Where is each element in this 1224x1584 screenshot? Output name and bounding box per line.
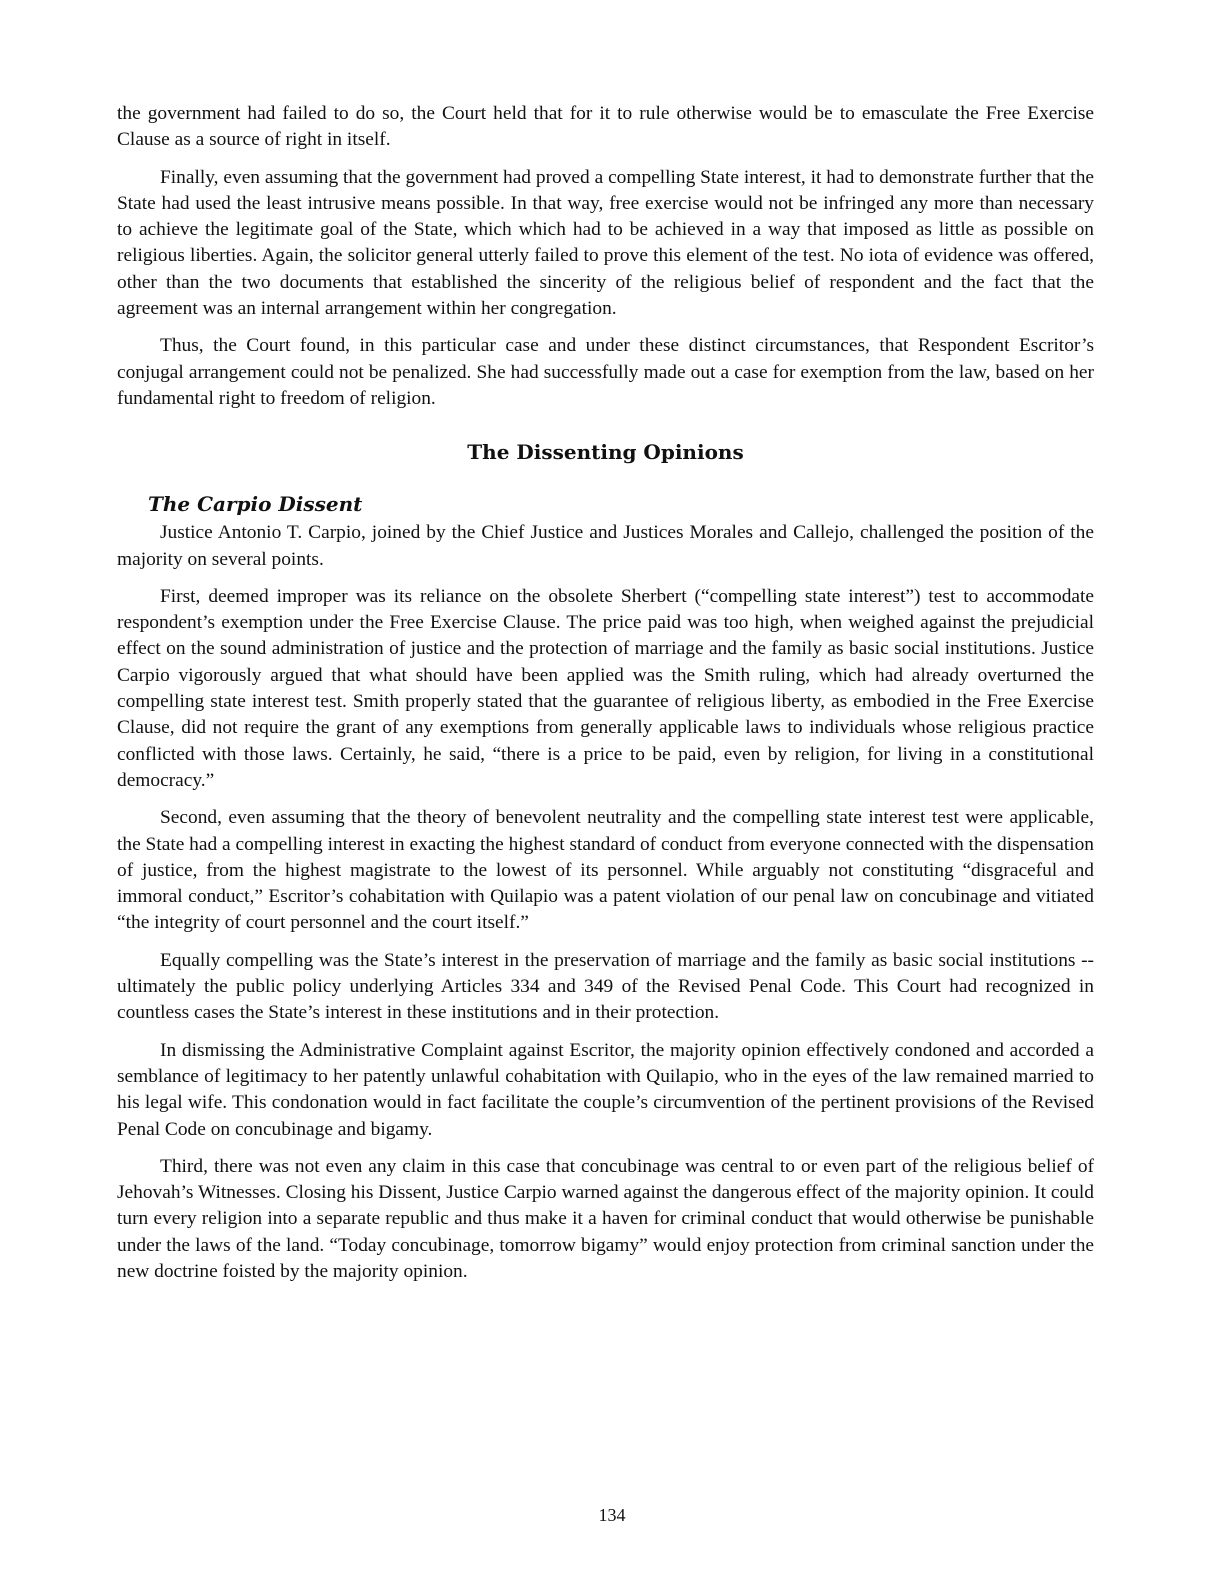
section-heading: The Dissenting Opinions [467,440,744,465]
document-page [117,101,1094,1296]
paragraph: Second, even assuming that the theory of benevolent neutrality and the compelling state interest test were applicable, the State had a compelling interest in exacting the highest standard of conduct from everyone connected with the dispensation of justice, from the highest magistrate to the lowest of its personnel. While arguably not constituting “disgraceful and immoral conduct,” Escritor’s cohabitation with Quilapio was a patent violation of our penal law on concubinage and vitiated “the integrity of court personnel and the court itself.” [117,807,1094,934]
subsection-heading: The Carpio Dissent [148,492,363,517]
paragraph: Thus, the Court found, in this particular case and under these distinct circumstances, that Respondent Escritor’s conjugal arrangement could not be penalized. She had successfully made out a case for exemption from the law, based on her fundamental right to freedom of religion. [117,335,1094,409]
paragraph: Equally compelling was the State’s interest in the preservation of marriage and the family as basic social institutions -- ultimately the public policy underlying Articles 334 and 349 of the Revised Penal Code. This Court had recognized in countless cases the State’s interest in these institutions and in their protection. [117,949,1094,1024]
paragraph: In dismissing the Administrative Complaint against Escritor, the majority opinion effectively condoned and accorded a semblance of legitimacy to her patently unlawful cohabitation with Quilapio, who in the eyes of the law remained married to his legal wife. This condonation would in fact facilitate the couple’s circumvention of the pertinent provisions of the Revised Penal Code on concubinage and bigamy. [117,1039,1094,1140]
paragraph: Finally, even assuming that the government had proved a compelling State interest, it had to demonstrate further that the State had used the least intrusive means possible. In that way, free exercise would not be infringed any more than necessary to achieve the legitimate goal of the State, which which had to be achieved in a way that imposed as little as possible on religious liberties. Again, the solicitor general utterly failed to prove this element of the test. No iota of evidence was offered, other than the two documents that established the sincerity of the religious belief of respondent and the fact that the agreement was an internal arrangement within her congregation. [117,166,1094,320]
page-number: 134 [598,1505,626,1525]
paragraph: First, deemed improper was its reliance on the obsolete Sherbert (“compelling state interest”) test to accommodate respondent’s exemption under the Free Exercise Clause. The price paid was too high, when weighed against the prejudicial effect on the sound administration of justice and the protection of marriage and the family as basic social institutions. Justice Carpio vigorously argued that what should have been applied was the Smith ruling, which had already overturned the compelling state interest test. Smith properly stated that the guarantee of religious liberty, as embodied in the Free Exercise Clause, did not require the grant of any exemptions from generally applicable laws to individuals whose religious practice conflicted with those laws. Certainly, he said, “there is a price to be paid, even by religion, for living in a constitutional democracy.” [117,585,1094,791]
paragraph: Third, there was not even any claim in this case that concubinage was central to or even part of the religious belief of Jehovah’s Witnesses. Closing his Dissent, Justice Carpio warned against the dangerous effect of the majority opinion. It could turn every religion into a separate republic and thus make it a haven for criminal conduct that would otherwise be punishable under the laws of the land. “Today concubinage, tomorrow bigamy” would enjoy protection from criminal sanction under the new doctrine foisted by the majority opinion. [117,1155,1094,1282]
paragraph: Justice Antonio T. Carpio, joined by the Chief Justice and Justices Morales and Callejo, challenged the position of the majority on several points. [117,522,1094,570]
paragraph: the government had failed to do so, the Court held that for it to rule otherwise would be to emasculate the Free Exercise Clause as a source of right in itself. [117,103,1094,151]
